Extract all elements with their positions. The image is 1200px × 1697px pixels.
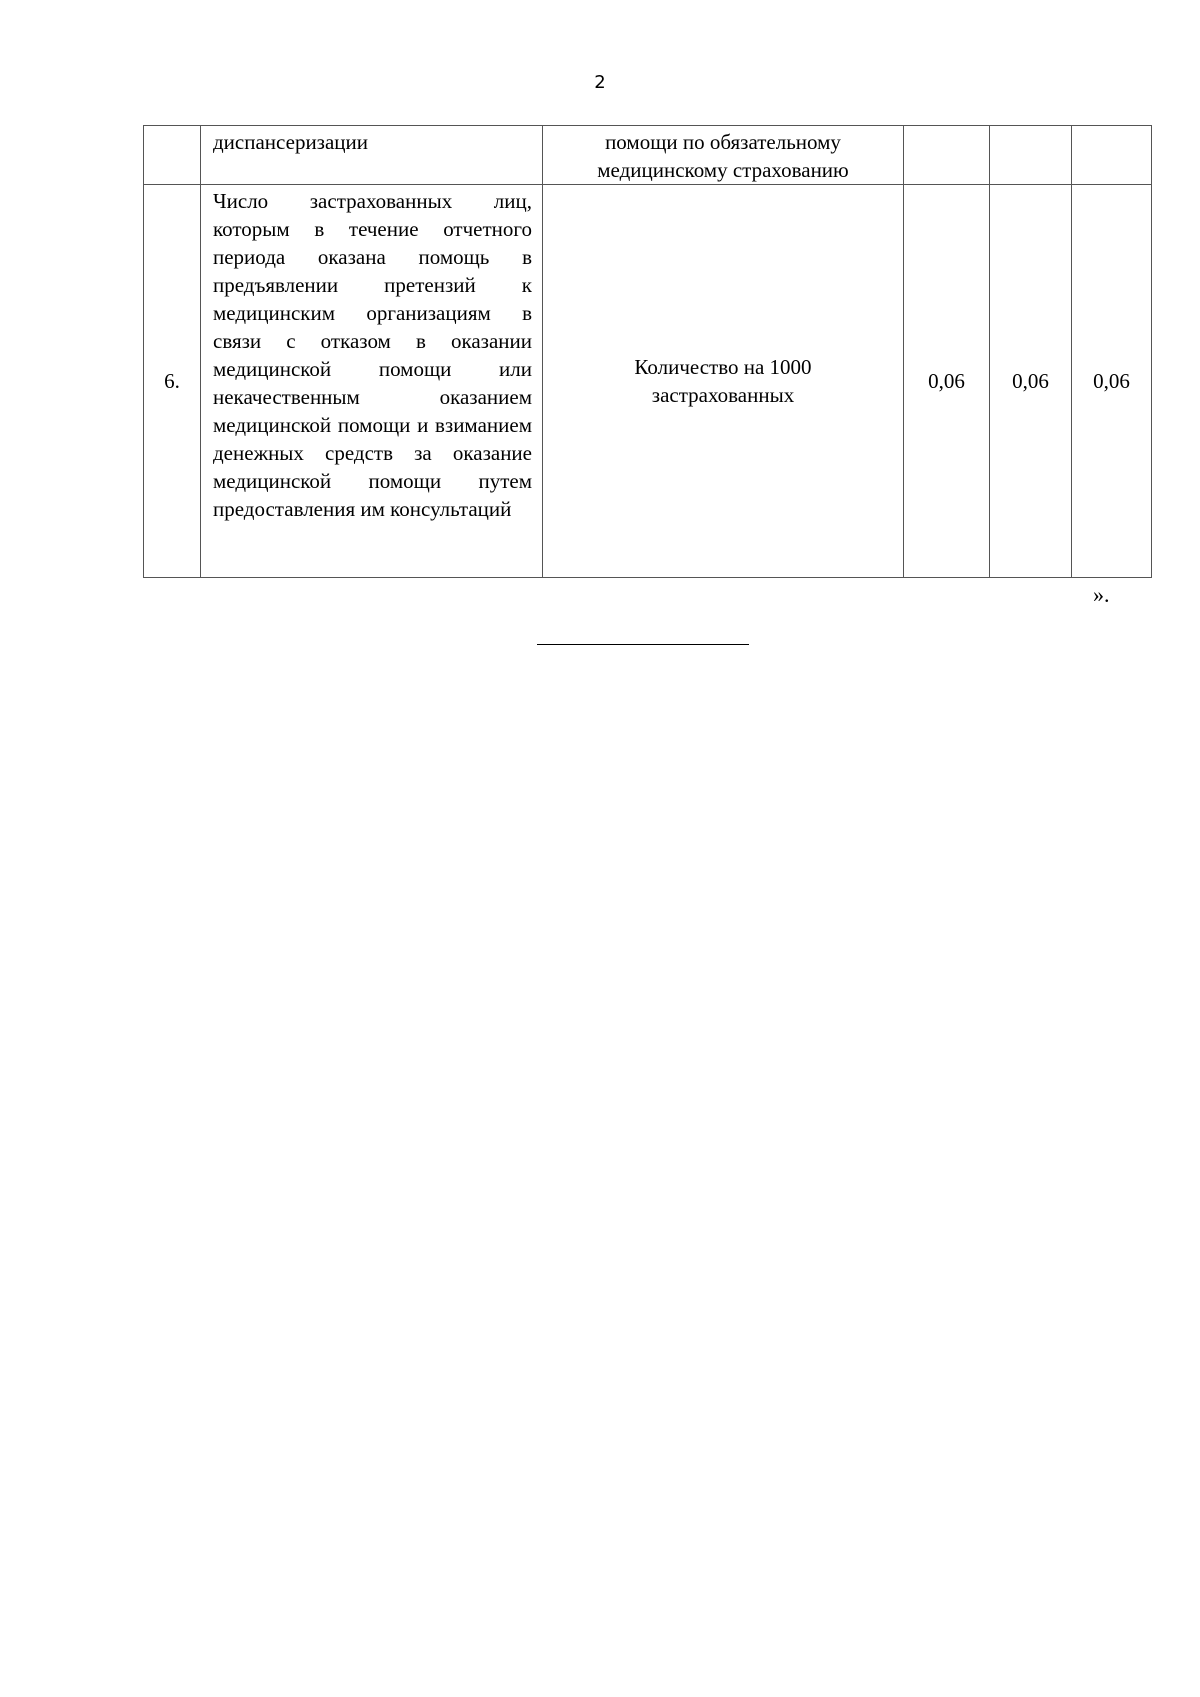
indicator-cell: диспансеризации	[201, 126, 543, 185]
value-cell	[904, 126, 990, 185]
separator-line	[537, 644, 749, 645]
value-cell	[1072, 126, 1152, 185]
unit-cell: помощи по обязательному медицинскому страхованию	[543, 126, 904, 185]
value-cell: 0,06	[904, 185, 990, 578]
row-number-cell	[144, 126, 201, 185]
indicator-cell: Число застрахованных лиц, которым в течение отчетного периода оказана помощь в предъявлении претензий к медицинским организациям в связи с отказом в оказании медицинской помощи или некачественным оказанием медицинской помощи и взиманием денежных средств за оказание медицинской помощи путем предоставления им консультаций	[201, 185, 543, 578]
table-row	[144, 126, 1152, 185]
row-number-cell: 6.	[144, 185, 201, 578]
value-cell	[990, 126, 1072, 185]
table-row	[144, 185, 1152, 578]
closing-quote: ».	[1093, 582, 1110, 607]
value-cell: 0,06	[990, 185, 1072, 578]
value-cell: 0,06	[1072, 185, 1152, 578]
indicators-table	[143, 125, 1152, 578]
unit-cell: Количество на 1000 застрахованных	[543, 185, 904, 578]
page-number: 2	[594, 72, 606, 93]
